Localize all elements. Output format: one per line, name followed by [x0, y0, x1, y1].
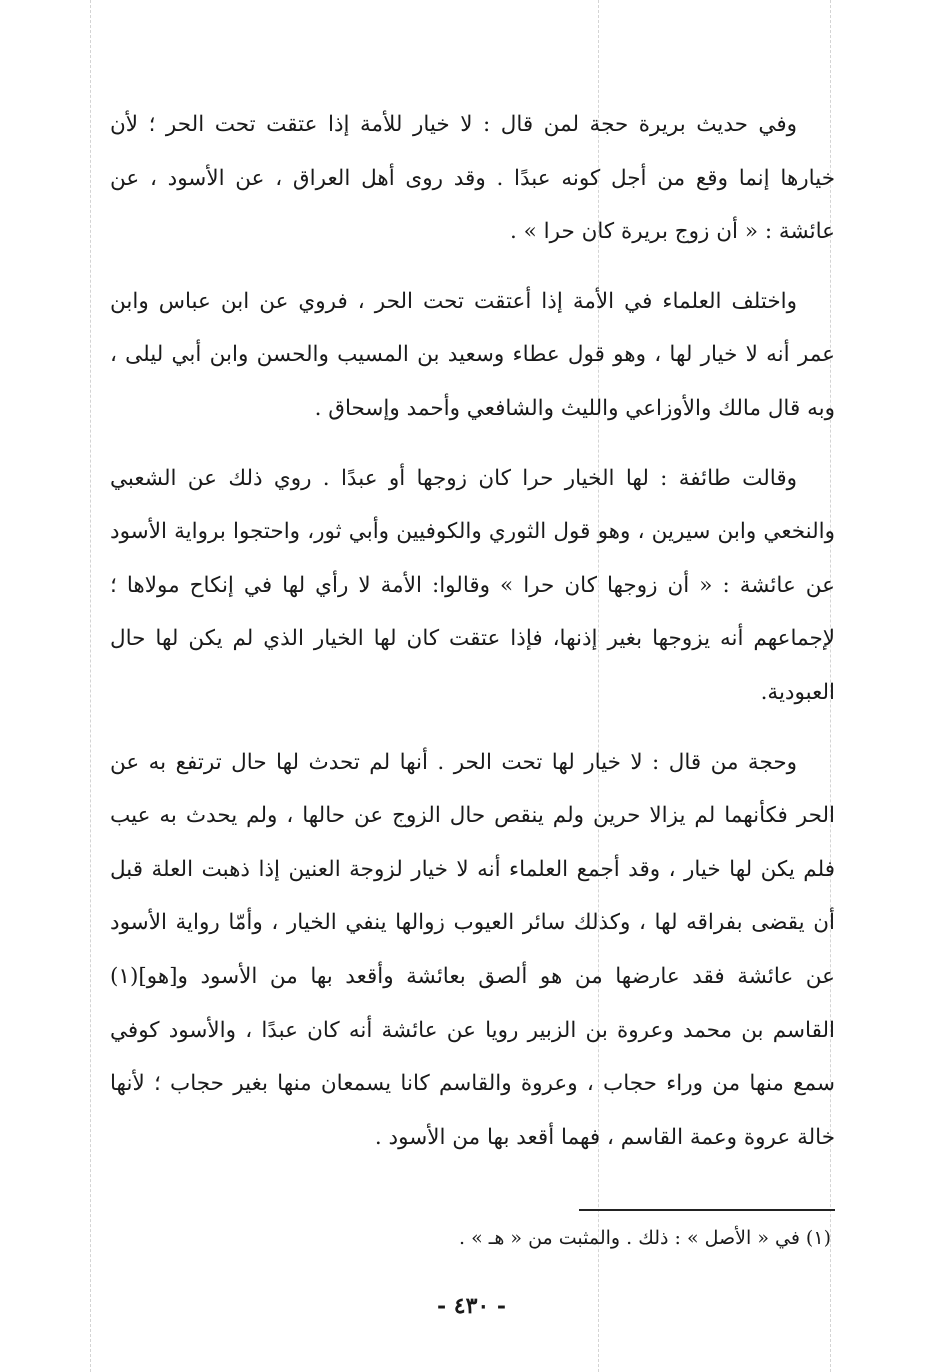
- main-text: [110, 98, 835, 1164]
- scan-artifact-line: [90, 0, 91, 1372]
- paragraph-4: وحجة من قال : لا خيار لها تحت الحر . أنها لم تحدث لها حال ترتفع به عن الحر فكأنهما لم يزالا حرين ولم ينقص حال الزوج عن حالها ، ولم يحدث به عيب فلم يكن لها خيار ، وقد أجمع العلماء أنه لا خيار لزوجة العنين إذا ذهبت العلة قبل أن يقضى بفراقه لها ، وكذلك سائر العيوب زوالها ينفي الخيار ، وأمّا رواية الأسود عن عائشة فقد عارضها من هو ألصق بعائشة وأقعد بها من الأسود و[هو](١) القاسم بن محمد وعروة بن الزبير رويا عن عائشة أنه كان عبدًا ، والأسود كوفي سمع منها من وراء حجاب ، وعروة والقاسم كانا يسمعان منها بغير حجاب ؛ لأنها خالة عروة وعمة القاسم ، فهما أقعد بها من الأسود .: [110, 749, 835, 1150]
- page-number: - ٤٣٠ -: [436, 1293, 507, 1319]
- paragraph-1: وفي حديث بريرة حجة لمن قال : لا خيار للأمة إذا عتقت تحت الحر ؛ لأن خيارها إنما وقع من أجل كونه عبدًا . وقد روى أهل العراق ، عن الأسود ، عن عائشة : « أن زوج بريرة كان حرا » .: [110, 112, 835, 245]
- paragraph-3: وقالت طائفة : لها الخيار حرا كان زوجها أو عبدًا . روي ذلك عن الشعبي والنخعي وابن سيرين ، وهو قول الثوري والكوفيين وأبي ثور، واحتجوا برواية الأسود عن عائشة : « أن زوجها كان حرا » وقالوا: الأمة لا رأي لها في إنكاح مولاها ؛ لإجماعهم أنه يزوجها بغير إذنها، فإذا عتقت كان لها الخيار الذي لم يكن لها حال العبودية.: [110, 465, 835, 705]
- footnote-separator: [579, 1209, 835, 1211]
- paragraph-2: واختلف العلماء في الأمة إذا أعتقت تحت الحر ، فروي عن ابن عباس وابن عمر أنه لا خيار لها ، وهو قول عطاء وسعيد بن المسيب والحسن وابن أبي ليلى ، وبه قال مالك والأوزاعي والليث والشافعي وأحمد وإسحاق .: [110, 288, 835, 421]
- footnote: (١) في « الأصل » : ذلك . والمثبت من « هـ » .: [459, 1227, 831, 1249]
